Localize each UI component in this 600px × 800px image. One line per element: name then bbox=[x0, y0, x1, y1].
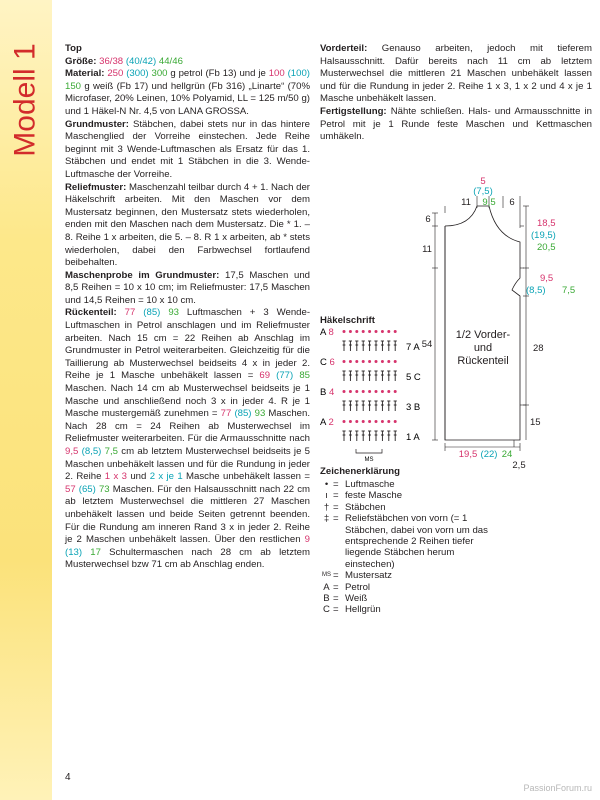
legend-symbol: B bbox=[323, 593, 330, 605]
chart-chain-stitch bbox=[362, 360, 365, 363]
chart-chain-stitch bbox=[394, 420, 397, 423]
chart-stitch-symbol bbox=[362, 341, 365, 351]
width-1: 19,5 bbox=[458, 449, 478, 460]
chart-chain-stitch bbox=[368, 390, 371, 393]
legend-text: Hellgrün bbox=[345, 604, 381, 616]
legend-equals: = bbox=[333, 570, 339, 582]
chart-stitch-symbol bbox=[349, 371, 352, 381]
chart-stitch-symbol bbox=[368, 431, 371, 441]
chart-stitch-symbol bbox=[394, 371, 397, 381]
legend-symbol: ı bbox=[325, 490, 328, 502]
chart-stitch-symbol bbox=[387, 371, 390, 381]
chart-chain-stitch bbox=[349, 360, 352, 363]
legend-equals: = bbox=[333, 479, 339, 490]
chart-chain-stitch bbox=[355, 360, 358, 363]
chart-chain-stitch bbox=[381, 390, 384, 393]
legend-symbol: ‡ bbox=[323, 513, 330, 525]
reliefmuster-paragraph: Reliefmuster: Maschenzahl teilbar durch 4 + 1. Nach der Häkelschrift arbeiten. Mit den Maschen vor dem Mustersatz beginnen, den Mustersatz stets wiederholen, enden mit den Maschen nach dem Mustersatz. Die * 1. – 8. Reihe 1 x arbeiten, die 5. – 8. R 1 x arbeiten, ab * stets wiederholen, dabei den Farbwechsel fortlaufend beibehalten. bbox=[65, 181, 310, 269]
chart-stitch-symbol bbox=[355, 431, 358, 441]
chart-chain-stitch bbox=[362, 420, 365, 423]
arm-1: 9,5 bbox=[540, 273, 554, 284]
page-number: 4 bbox=[65, 772, 71, 783]
legend-item bbox=[320, 490, 500, 501]
chart-stitch-symbol bbox=[387, 431, 390, 441]
chart-chain-stitch bbox=[343, 390, 346, 393]
chart-chain-stitch bbox=[349, 330, 352, 333]
legend-item bbox=[320, 570, 500, 581]
chart-stitch-symbol bbox=[374, 431, 377, 441]
chart-stitch-symbol bbox=[381, 341, 384, 351]
chart-chain-stitch bbox=[355, 420, 358, 423]
chart-row-left-label: A 2 bbox=[320, 417, 334, 428]
chart-stitch-symbol bbox=[342, 371, 345, 381]
chart-chain-stitch bbox=[381, 360, 384, 363]
legend-equals: = bbox=[333, 501, 339, 513]
chart-chain-stitch bbox=[394, 390, 397, 393]
legend-text: Mustersatz bbox=[345, 570, 392, 582]
neck-depth-11: 11 bbox=[422, 244, 432, 255]
chart-stitch-symbol bbox=[355, 371, 358, 381]
legend-symbol: † bbox=[323, 501, 330, 513]
legend-text: Petrol bbox=[345, 581, 371, 593]
arm-2: (8,5) bbox=[526, 285, 546, 296]
chart-chain-stitch bbox=[362, 390, 365, 393]
legend-symbol: • bbox=[324, 479, 329, 490]
material-paragraph: Material: 250 (300) 300 g petrol (Fb 13) und je 100 (100) 150 g weiß (Fb 17) und hellgrün (Fb 316) „Linarte“ (70% Microfaser, 20% Leinen, 10% Polyamid, LL = 125 m/50 g) und 1 Häkel-N Nr. 4,5 von LANA GROSSA. bbox=[65, 68, 310, 117]
chart-stitch-symbol bbox=[387, 401, 390, 411]
pattern-repeat-bracket bbox=[356, 449, 382, 453]
chart-stitch-symbol bbox=[368, 341, 371, 351]
chart-stitch-symbol bbox=[362, 401, 365, 411]
legend-text: feste Masche bbox=[345, 490, 403, 502]
legend-symbol: MS bbox=[322, 572, 331, 579]
arm-3: 7,5 bbox=[562, 285, 576, 296]
chart-stitch-symbol bbox=[342, 431, 345, 441]
chart-chain-stitch bbox=[343, 360, 346, 363]
chart-stitch-symbol bbox=[381, 371, 384, 381]
chart-chain-stitch bbox=[381, 420, 384, 423]
chart-stitch-symbol bbox=[368, 371, 371, 381]
chart-chain-stitch bbox=[368, 420, 371, 423]
height-28: 28 bbox=[533, 343, 544, 354]
chart-stitch-symbol bbox=[349, 341, 352, 351]
chart-chain-stitch bbox=[394, 330, 397, 333]
legend-symbol: A bbox=[323, 581, 330, 593]
chart-stitch-symbol bbox=[374, 341, 377, 351]
chart-chain-stitch bbox=[387, 420, 390, 423]
heading-top: Top bbox=[65, 43, 82, 54]
height-15: 15 bbox=[530, 417, 541, 428]
chart-chain-stitch bbox=[375, 390, 378, 393]
pattern-repeat-label: MS bbox=[364, 457, 374, 463]
chart-chain-stitch bbox=[394, 360, 397, 363]
piece-label-3: Rückenteil bbox=[457, 355, 509, 367]
chart-stitch-symbol bbox=[368, 401, 371, 411]
arm-depth-1: 18,5 bbox=[537, 218, 556, 229]
crochet-chart bbox=[318, 323, 438, 463]
chart-chain-stitch bbox=[343, 330, 346, 333]
chart-chain-stitch bbox=[349, 390, 352, 393]
width-2: (22) bbox=[480, 449, 498, 460]
chart-row-right-label: 1 A bbox=[406, 432, 420, 443]
chart-stitch-symbol bbox=[381, 401, 384, 411]
width-3: 24 bbox=[501, 449, 513, 460]
garment-schematic bbox=[420, 168, 600, 478]
instructions-left-column bbox=[65, 43, 310, 572]
chart-chain-stitch bbox=[343, 420, 346, 423]
arm-depth-2: (19,5) bbox=[531, 230, 556, 241]
chart-chain-stitch bbox=[362, 330, 365, 333]
legend-equals: = bbox=[333, 593, 339, 605]
neck-curve bbox=[445, 206, 477, 226]
fertigstellung-paragraph: Fertigstellung: Nähte schließen. Hals- und Armausschnitte in Petrol mit je 1 Runde feste Maschen und Kettmaschen umhäkeln. bbox=[320, 105, 592, 143]
legend-symbol: C bbox=[323, 604, 330, 616]
neck-drop-6: 6 bbox=[425, 214, 431, 225]
chart-chain-stitch bbox=[375, 360, 378, 363]
shoulder-label-11: 11 bbox=[461, 197, 471, 208]
chart-row-left-label: B 4 bbox=[320, 387, 335, 398]
legend-title: Zeichenerklärung bbox=[320, 466, 400, 477]
chart-chain-stitch bbox=[387, 390, 390, 393]
chart-chain-stitch bbox=[368, 360, 371, 363]
chart-stitch-symbol bbox=[374, 371, 377, 381]
chart-stitch-symbol bbox=[374, 401, 377, 411]
size-line: Größe: 36/38 (40/42) 44/46 bbox=[65, 55, 183, 67]
chart-stitch-symbol bbox=[349, 401, 352, 411]
chart-row-right-label: 5 C bbox=[406, 372, 421, 383]
chart-chain-stitch bbox=[387, 330, 390, 333]
legend-text: Weiß bbox=[345, 593, 368, 605]
neck-width-3: 9,5 bbox=[482, 197, 496, 208]
chart-stitch-symbol bbox=[394, 431, 397, 441]
chart-title: Häkelschrift bbox=[320, 315, 375, 326]
legend-text: Reliefstäbchen von vorn (= 1 Stäbchen, dabei von vorn um das entsprechende 2 Reihen tiefer liegende Stäbchen herum einstechen) bbox=[345, 513, 488, 570]
hem-label: 2,5 bbox=[512, 460, 526, 471]
chart-row-right-label: 3 B bbox=[406, 402, 421, 413]
chart-chain-stitch bbox=[375, 420, 378, 423]
chart-chain-stitch bbox=[375, 330, 378, 333]
vorderteil-paragraph: Vorderteil: Genauso arbeiten, jedoch mit tieferem Halsausschnitt. Dafür bereits nach 11 cm ab letztem Musterwechsel die mittleren 21 Maschen unbehäkelt lassen und für die Rundung in jeder 2. Reihe 1 x 3, 1 x 2 und 4 x je 1 Masche unbehäkelt lassen. bbox=[320, 43, 592, 105]
neck-width-2: (7,5) bbox=[473, 186, 493, 197]
chart-chain-stitch bbox=[387, 360, 390, 363]
instructions-right-column bbox=[320, 43, 592, 144]
chart-stitch-symbol bbox=[381, 431, 384, 441]
piece-label-2: und bbox=[473, 342, 493, 354]
chart-stitch-symbol bbox=[387, 341, 390, 351]
chart-stitch-symbol bbox=[355, 401, 358, 411]
legend-equals: = bbox=[333, 513, 339, 525]
chart-stitch-symbol bbox=[362, 431, 365, 441]
chart-chain-stitch bbox=[349, 420, 352, 423]
legend-item bbox=[320, 479, 500, 490]
chart-chain-stitch bbox=[355, 390, 358, 393]
height-54: 54 bbox=[421, 339, 433, 350]
legend-equals: = bbox=[333, 604, 339, 616]
rueckenteil-paragraph: Rückenteil: 77 (85) 93 Luftmaschen + 3 Wende-Luftmaschen in Petrol anschlagen und im Reliefmuster arbeiten. Nach 15 cm = 22 Reihen ab Anschlag im Grundmuster in Petrol weiterarbeiten. Gleichzeitig für die Taillierung ab Musterwechsel beidseits 4 x in jeder 2. Reihe je 1 Masche unbehäkelt lassen = 69 (77) 85 Maschen. Nach 14 cm ab Musterwechsel beidseits je 1 Masche und anschließend noch 3 x in jeder 4. R je 1 Masche mustergemäß zunehmen = 77 (85) 93 Maschen. Nach 28 cm = 24 Reihen ab Musterwechsel im Reliefmuster weiterarbeiten. Für die Armausschnitte nach 9,5 (8,5) 7,5 cm ab letztem Musterwechsel beidseits je 5 Maschen unbehäkelt lassen und für die Rundung in jeder 2. Reihe 1 x 3 und 2 x je 1 Masche unbehäkelt lassen = 57 (65) 73 Maschen. Für den Halsausschnitt nach 22 cm ab letztem Musterwechsel die mittleren 27 Maschen unbehäkelt lassen und beide Seiten getrennt beenden. Für die Rundung am inneren Rand 3 x in jeder 2. Reihe je 2 Maschen unbehäkelt lassen. Über den restlichen 9 (13) 17 Schultermaschen nach 28 cm ab letztem Musterwechsel bzw 71 cm ab Anschlag enden. bbox=[65, 307, 311, 571]
legend-text: Stäbchen bbox=[345, 501, 386, 513]
chart-stitch-symbol bbox=[342, 401, 345, 411]
legend-equals: = bbox=[333, 581, 339, 593]
legend-equals: = bbox=[333, 490, 339, 502]
piece-label-1: 1/2 Vorder- bbox=[455, 329, 511, 341]
chart-stitch-symbol bbox=[349, 431, 352, 441]
maschenprobe-paragraph: Maschenprobe im Grundmuster: 17,5 Maschen und 8,5 Reihen = 10 x 10 cm; im Reliefmuster: 17,5 Maschen und 14,5 Reihen = 10 x 10 cm. bbox=[65, 269, 310, 306]
chart-stitch-symbol bbox=[394, 341, 397, 351]
chart-stitch-symbol bbox=[362, 371, 365, 381]
legend-text: Luftmasche bbox=[345, 479, 395, 490]
legend bbox=[320, 479, 500, 616]
shoulder-label-6: 6 bbox=[509, 197, 515, 208]
legend-item bbox=[320, 582, 500, 593]
sidebar-band bbox=[0, 0, 52, 800]
arm-depth-3: 20,5 bbox=[537, 242, 556, 253]
legend-item bbox=[320, 593, 500, 604]
chart-row-left-label: C 6 bbox=[320, 357, 335, 368]
chart-stitch-symbol bbox=[355, 341, 358, 351]
grundmuster-paragraph: Grundmuster: Stäbchen, dabei stets nur in das hintere Maschenglied der Vorreihe einstechen. Jede Reihe beginnt mit 3 Wende-Luftmaschen als Ersatz für das 1. Stäbchen und endet mit 1 Stäbchen in die 3. Wende-Luftmasche der Vorreihe. bbox=[65, 118, 310, 180]
chart-stitch-symbol bbox=[342, 341, 345, 351]
chart-chain-stitch bbox=[368, 330, 371, 333]
chart-chain-stitch bbox=[355, 330, 358, 333]
neck-width-1: 5 bbox=[480, 176, 486, 187]
model-title: Modell 1 bbox=[9, 43, 42, 157]
legend-item bbox=[320, 502, 500, 513]
schematic-outline bbox=[445, 206, 520, 440]
legend-item bbox=[320, 513, 500, 570]
chart-stitch-symbol bbox=[394, 401, 397, 411]
chart-chain-stitch bbox=[381, 330, 384, 333]
chart-row-right-label: 7 A bbox=[406, 342, 420, 353]
watermark: PassionForum.ru bbox=[523, 783, 592, 793]
legend-item bbox=[320, 604, 500, 615]
chart-row-left-label: A 8 bbox=[320, 327, 334, 338]
